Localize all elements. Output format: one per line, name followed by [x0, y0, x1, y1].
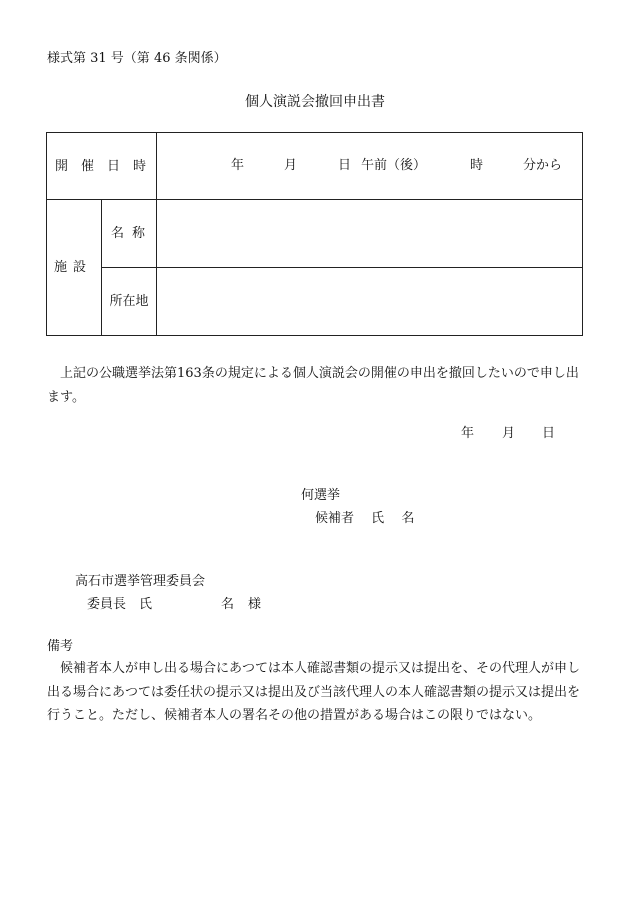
- facility-name-label: 名 称: [111, 226, 145, 241]
- ampm-label: 午前（後）: [361, 158, 427, 173]
- hour-label: 時: [470, 158, 484, 173]
- facility-address-field[interactable]: [157, 268, 583, 336]
- date-label: 開 催 日 時: [55, 158, 146, 174]
- month-label: 月: [284, 158, 298, 173]
- year-label: 年: [231, 158, 245, 173]
- chair-label: 委員長: [87, 597, 127, 612]
- honorific: 様: [248, 597, 262, 612]
- facility-label: 施 設: [54, 260, 86, 275]
- election-name: 何選挙: [301, 488, 341, 503]
- date-row: [47, 133, 583, 200]
- statement-text: 上記の公職選挙法第163条の規定による個人演説会の開催の申出を撤回したいので申し出ます。: [47, 366, 579, 405]
- candidate-line: [315, 512, 414, 525]
- candidate-name-first: 氏: [371, 511, 385, 526]
- candidate-name-second: 名: [401, 511, 415, 526]
- candidate-label: 候補者: [315, 511, 355, 526]
- minute-label: 分から: [523, 158, 563, 173]
- facility-label-cell: [47, 200, 102, 336]
- notes-body: 候補者本人が申し出る場合にあつては本人確認書類の提示又は提出を、その代理人が申し出る場合にあつては委任状の提示又は提出及び当該代理人の本人確認書類の提示又は提出を行うこと。ただし、候補者本人の署名その他の措置がある場合はこの限りではない。: [47, 661, 581, 723]
- form-number: 様式第 31 号（第 46 条関係）: [47, 51, 227, 66]
- chair-name-first: 氏: [139, 597, 153, 612]
- notes-heading: 備考: [47, 639, 74, 654]
- facility-address-label-cell: [102, 268, 157, 336]
- commission-name: 高石市選挙管理委員会: [75, 574, 206, 589]
- facility-name-field[interactable]: [157, 200, 583, 268]
- facility-name-row: [47, 200, 583, 268]
- date-value-cell[interactable]: [157, 133, 583, 200]
- date-year: 年: [461, 426, 475, 441]
- date-day: 日: [542, 426, 556, 441]
- facility-address-row: [47, 268, 583, 336]
- facility-name-label-cell: [102, 200, 157, 268]
- chair-name-second: 名: [221, 597, 235, 612]
- date-fields: [157, 133, 582, 199]
- document-title: 個人演説会撤回申出書: [245, 94, 385, 110]
- application-table: [46, 132, 583, 336]
- date-month: 月: [502, 426, 516, 441]
- date-label-cell: [47, 133, 157, 200]
- facility-address-label: 所在地: [109, 294, 149, 309]
- day-label: 日: [338, 158, 352, 173]
